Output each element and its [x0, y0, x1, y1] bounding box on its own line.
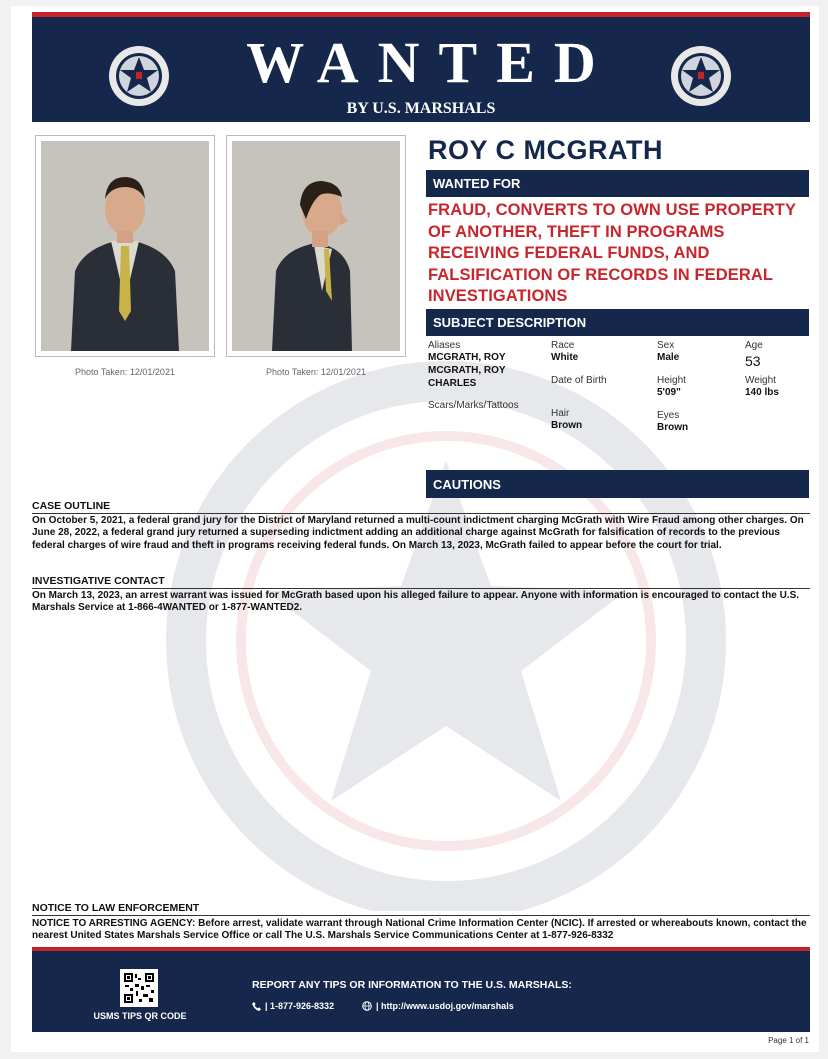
hair-value: Brown	[551, 420, 583, 431]
phone-icon	[252, 1002, 261, 1011]
cautions-header: CAUTIONS	[426, 470, 809, 498]
alias-item: MCGRATH, ROY	[428, 352, 506, 363]
phone-contact[interactable]	[252, 1001, 334, 1011]
phone-number: | 1-877-926-8332	[265, 1001, 335, 1011]
page-number: Page 1 of 1	[768, 1036, 809, 1045]
globe-icon	[362, 1001, 372, 1011]
page-title: WANTED	[246, 30, 615, 95]
notice-text: NOTICE TO ARRESTING AGENCY: Before arrest, validate warrant through National Crime Information Center (NCIC). If arrested or whereabouts known, contact the nearest United States Marshals Service Office or call The U.S. Marshals Service Communications Center at 1-877-926-8332	[32, 918, 807, 942]
website-link[interactable]	[362, 1001, 514, 1011]
photo-caption: Photo Taken: 12/01/2021	[75, 367, 175, 377]
weight-label: Weight	[745, 375, 776, 386]
hair-label: Hair	[551, 408, 570, 419]
height-value: 5'09"	[657, 387, 681, 398]
notice-heading: NOTICE TO LAW ENFORCEMENT	[32, 902, 810, 916]
qr-code-caption: USMS TIPS QR CODE	[93, 1011, 187, 1021]
mugshot-front	[35, 135, 215, 357]
sex-value: Male	[657, 352, 680, 363]
age-label: Age	[745, 340, 763, 351]
report-tips-text: REPORT ANY TIPS OR INFORMATION TO THE U.S. MARSHALS:	[252, 979, 572, 991]
investigative-contact-heading: INVESTIGATIVE CONTACT	[32, 575, 810, 589]
investigative-contact-text: On March 13, 2023, an arrest warrant was issued for McGrath based upon his alleged failure to appear. Anyone with information is encouraged to contact the U.S. Marshals Service at 1-866-4WANTED or 1-877-WANTED2.	[32, 590, 800, 614]
case-outline-heading: CASE OUTLINE	[32, 500, 810, 514]
qr-code-icon	[123, 972, 155, 1004]
charges-text: FRAUD, CONVERTS TO OWN USE PROPERTY OF ANOTHER, THEFT IN PROGRAMS RECEIVING FEDERAL FUNDS, AND FALSIFICATION OF RECORDS IN FEDERAL INVESTIGATIONS	[428, 201, 796, 305]
age-value: 53	[745, 353, 761, 369]
header-banner	[32, 12, 810, 122]
subject-description-header: SUBJECT DESCRIPTION	[426, 309, 809, 336]
aliases-label: Aliases	[428, 340, 461, 351]
mugshot-profile	[226, 135, 406, 357]
photo-caption: Photo Taken: 12/01/2021	[266, 367, 366, 377]
dob-label: Date of Birth	[551, 375, 607, 386]
alias-item: MCGRATH, ROY CHARLES	[428, 365, 506, 389]
marshals-badge-icon	[670, 45, 732, 107]
subject-name: ROY C MCGRATH	[428, 135, 663, 165]
footer-banner	[32, 947, 810, 1032]
eyes-label: Eyes	[657, 410, 680, 421]
case-outline-text: On October 5, 2021, a federal grand jury for the District of Maryland returned a multi-count indictment charging McGrath with Wire Fraud among other charges. On June 28, 2022, a federal grand jury returned a superseding indictment adding an additional charge against McGrath for falsification of records to the previous federal charges of wire fraud and theft in programs receiving federal funds. On March 13, 2023, McGrath failed to appear before the court for trial.	[32, 515, 804, 551]
eyes-value: Brown	[657, 422, 689, 433]
wanted-for-header: WANTED FOR	[426, 170, 809, 197]
marshals-seal-watermark	[106, 351, 786, 911]
wanted-poster	[11, 6, 819, 1052]
race-label: Race	[551, 340, 575, 351]
page-subtitle: BY U.S. MARSHALS	[346, 100, 496, 117]
qr-code[interactable]	[120, 969, 158, 1007]
scars-label: Scars/Marks/Tattoos	[428, 400, 519, 411]
weight-value: 140 lbs	[745, 387, 779, 398]
sex-label: Sex	[657, 340, 675, 351]
website-url: | http://www.usdoj.gov/marshals	[376, 1001, 514, 1011]
race-value: White	[551, 352, 579, 363]
height-label: Height	[657, 375, 686, 386]
